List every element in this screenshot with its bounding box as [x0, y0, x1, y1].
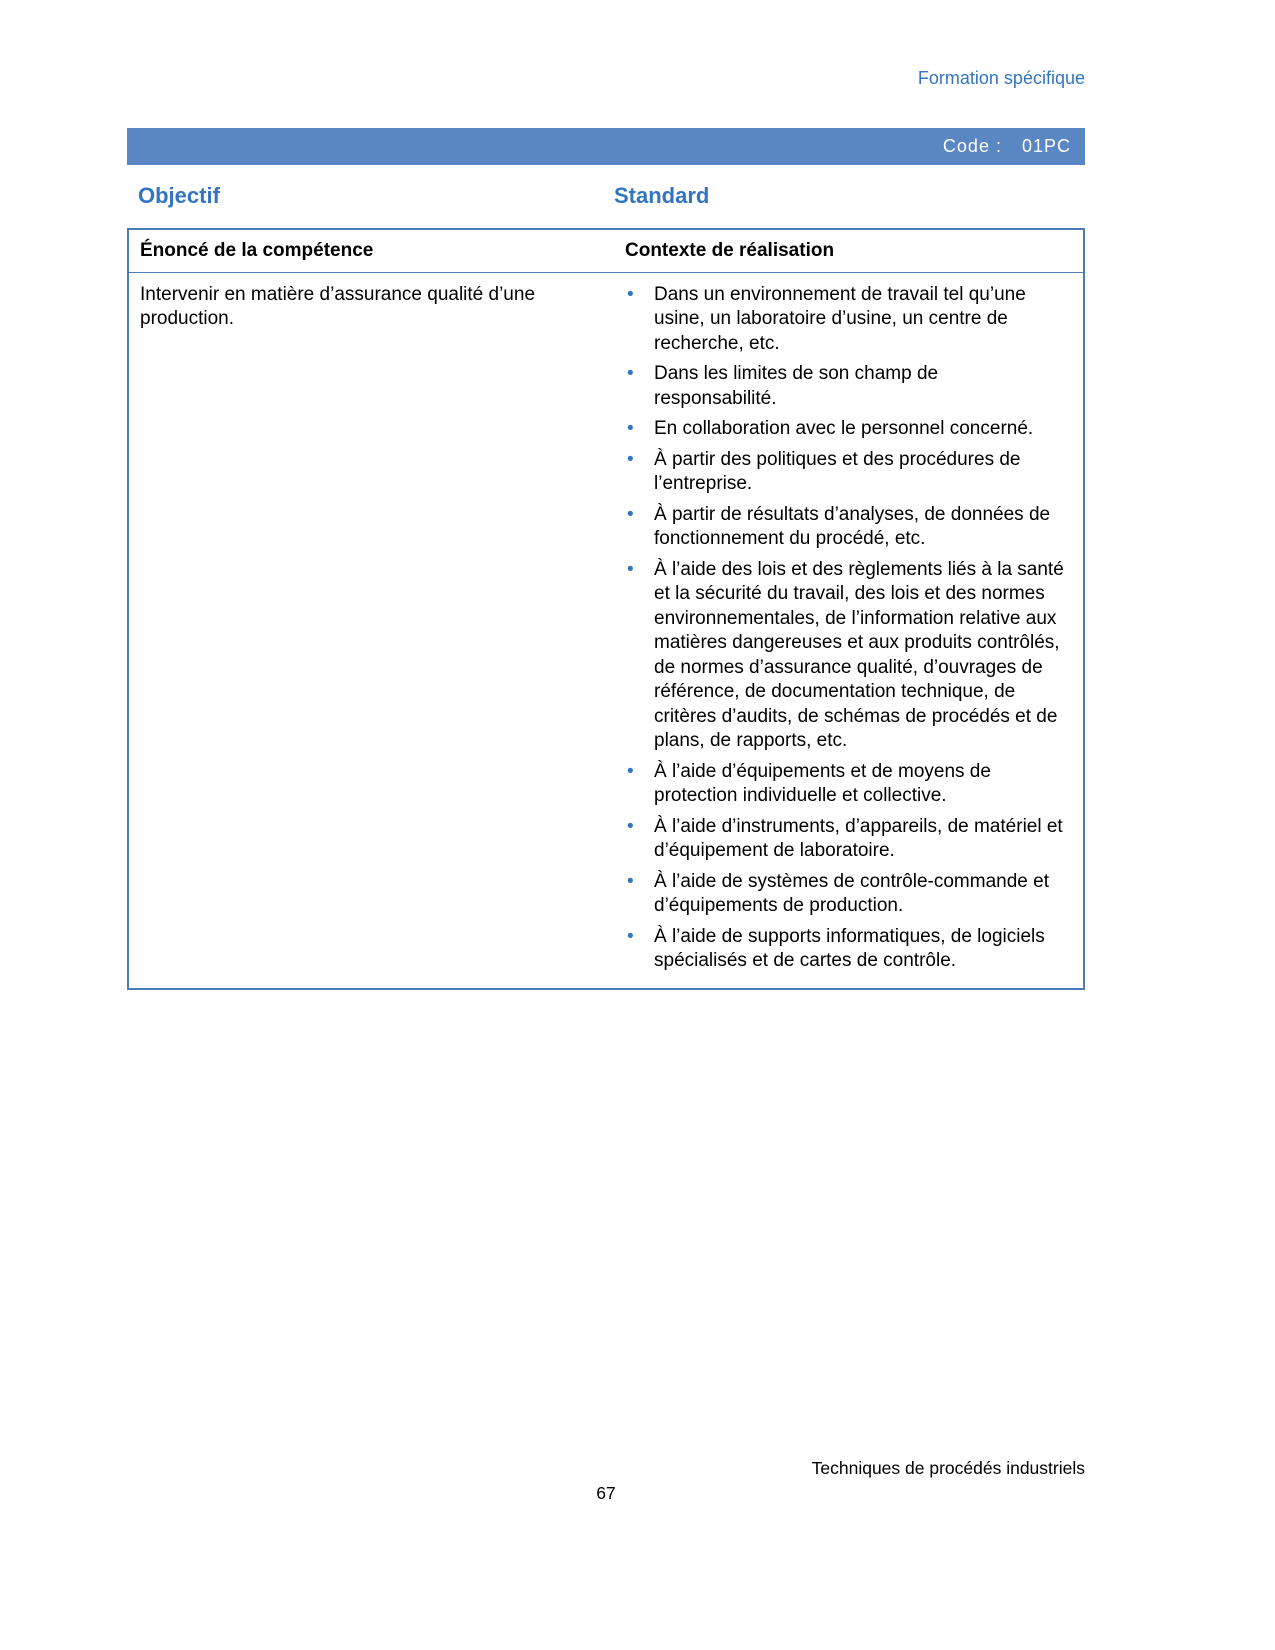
table-header-row [129, 230, 1083, 273]
list-item-text: Dans un environnement de travail tel qu’une usine, un laboratoire d’usine, un centre de recherche, etc. [654, 283, 1026, 354]
footer-program-label: Techniques de procédés industriels [811, 1458, 1085, 1478]
section-titles-row [127, 183, 1085, 209]
list-item [614, 283, 1065, 357]
objectif-title: Objectif [138, 183, 220, 208]
table-header-competence: Énoncé de la compétence [140, 240, 374, 261]
code-bar [127, 128, 1085, 165]
list-item [614, 558, 1065, 754]
list-item-text: À l’aide de supports informatiques, de logiciels spécialisés et de cartes de contrôle. [654, 925, 1045, 972]
list-item [614, 925, 1065, 974]
standard-title: Standard [614, 183, 710, 208]
bullet-icon: • [627, 283, 634, 305]
list-item-text: À l’aide d’instruments, d’appareils, de matériel et d’équipement de laboratoire. [654, 815, 1063, 862]
list-item-text: En collaboration avec le personnel concerné. [654, 418, 1034, 440]
list-item-text: À l’aide des lois et des règlements liés à la santé et la sécurité du travail, des lois et des normes environnementales, de l’information relative aux matières dangereuses et aux produits contrôlés, de normes d’assurance qualité, d’ouvrages de référence, de documentation technique, de critères d’audits, de schémas de procédés et de plans, de rapports, etc. [654, 558, 1064, 752]
list-item-text: À partir de résultats d’analyses, de données de fonctionnement du procédé, etc. [654, 503, 1051, 550]
bullet-icon: • [627, 558, 634, 580]
bullet-icon: • [627, 925, 634, 947]
list-item [614, 815, 1065, 864]
bullet-icon: • [627, 363, 634, 385]
list-item [614, 417, 1065, 442]
list-item [614, 503, 1065, 552]
page-number: 67 [596, 1483, 616, 1503]
table-header-contexte: Contexte de réalisation [625, 240, 835, 261]
list-item [614, 760, 1065, 809]
list-item [614, 448, 1065, 497]
list-item-text: À l’aide d’équipements et de moyens de protection individuelle et collective. [654, 760, 991, 807]
list-item-text: Dans les limites de son champ de responsabilité. [654, 363, 939, 409]
bullet-icon: • [627, 870, 634, 892]
list-item-text: À l’aide de systèmes de contrôle-commande et d’équipements de production. [654, 870, 1049, 917]
bullet-icon: • [627, 503, 634, 525]
list-item [614, 362, 1065, 411]
competence-table [127, 228, 1085, 990]
bullet-icon: • [627, 448, 634, 470]
header-label: Formation spécifique [917, 68, 1085, 88]
bullet-icon: • [627, 418, 634, 440]
bullet-icon: • [627, 815, 634, 837]
code-value: 01PC [1021, 136, 1071, 156]
code-label: Code : [942, 136, 1002, 156]
context-list [614, 283, 1065, 974]
list-item-text: À partir des politiques et des procédures de l’entreprise. [654, 448, 1021, 495]
competence-statement: Intervenir en matière d’assurance qualité d’une production. [140, 283, 536, 330]
table-body-row [129, 273, 1083, 988]
list-item [614, 870, 1065, 919]
context-cell [614, 273, 1083, 988]
bullet-icon: • [627, 760, 634, 782]
